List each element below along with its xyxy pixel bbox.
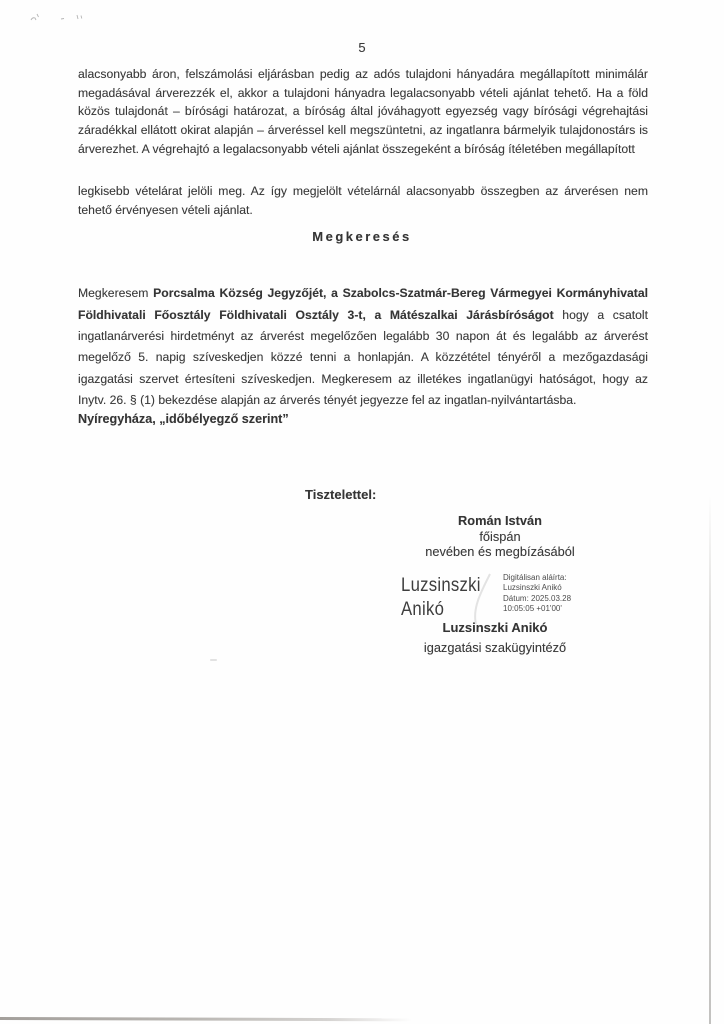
signer-name: Luzsinszki Anikó <box>442 620 548 635</box>
principal-name: Román István <box>458 513 542 528</box>
signer-title: igazgatási szakügyintéző <box>423 640 567 655</box>
digsig-detail-line: Luzsinszki Anikó <box>503 583 562 593</box>
digsig-detail-line: Dátum: 2025.03.28 <box>503 593 572 603</box>
paragraph-lowest-bid: legkisebb vételárat jelöli meg. Az így megjelölt vételárnál alacsonyabb összegben az árverésen nem tehető érvényesen vételi ajánlat. <box>78 184 648 217</box>
scanner-edge-line-bottom <box>0 1017 412 1021</box>
dateline: Nyíregyháza, „időbélyegző szerint” <box>78 412 289 426</box>
digital-signature-display-name <box>401 574 481 622</box>
digital-signature-name-line2: Anikó <box>401 599 445 620</box>
principal-block <box>400 513 600 560</box>
paragraph-legal-min-price: alacsonyabb áron, felszámolási eljárásban pedig az adós tulajdoni hányadára megállapított minimálár megadásával árverezzék el, akkor a tulajdoni hányadra legalacsonyabb vételi ajánlat tehető. Ha a föld közös tulajdonát – bírósági határozat, a bíróság által jóváhagyott egyezség vagy bírósági végrehajtási záradékkal ellátott okirat alapján – árveréssel kell megszüntetni, az ingatlanra bármelyik tulajdonostárs is árverezhet. A végrehajtó a legalacsonyabb vételi ajánlat összegeként a bíróság ítéletében megállapított <box>78 67 648 156</box>
digital-signature-name-line1: Luzsinszki <box>401 575 481 596</box>
paragraph-request <box>78 283 648 411</box>
principal-title: főispán <box>479 528 521 544</box>
pencil-scribble-icon <box>28 10 98 33</box>
closing-salutation: Tisztelettel: <box>305 487 377 502</box>
paragraph-request-lead: Megkeresem <box>78 286 154 301</box>
section-heading: Megkeresés <box>312 229 412 244</box>
page-number: 5 <box>358 40 366 55</box>
paragraph-request-rest: hogy a csatolt ingatlanárverési hirdetményt az árverést megelőzően legalább 30 napon át és legalább az árverést megelőző 5. napig szíveskedjen közzé tenni a honlapján. A közzététel tényéről a mezőgazdasági igazgatási szervet értesíteni szíveskedjen. Megkeresem az illetékes ingatlanügyi hatóságot, hogy az Inytv. 26. § (1) bekezdése alapján az árverés tényét jegyezze fel az ingatlan-nyilvántartásba. <box>78 307 649 408</box>
paper-smudge <box>210 659 217 661</box>
digsig-detail-line: 10:05:05 +01'00' <box>503 603 562 613</box>
digital-signature-details <box>503 573 571 614</box>
paragraph-request-addressees: Porcsalma Község Jegyzőjét, a Szabolcs-Szatmár-Bereg Vármegyei Kormányhivatal Földhivatali Főosztály Földhivatali Osztály 3-t, a Mátészalkai Járásbíróságot <box>78 286 649 322</box>
principal-on-behalf: nevében és megbízásából <box>425 544 575 559</box>
scanner-edge-line-right <box>709 495 711 1024</box>
digsig-detail-line: Digitálisan aláírta: <box>503 573 567 582</box>
